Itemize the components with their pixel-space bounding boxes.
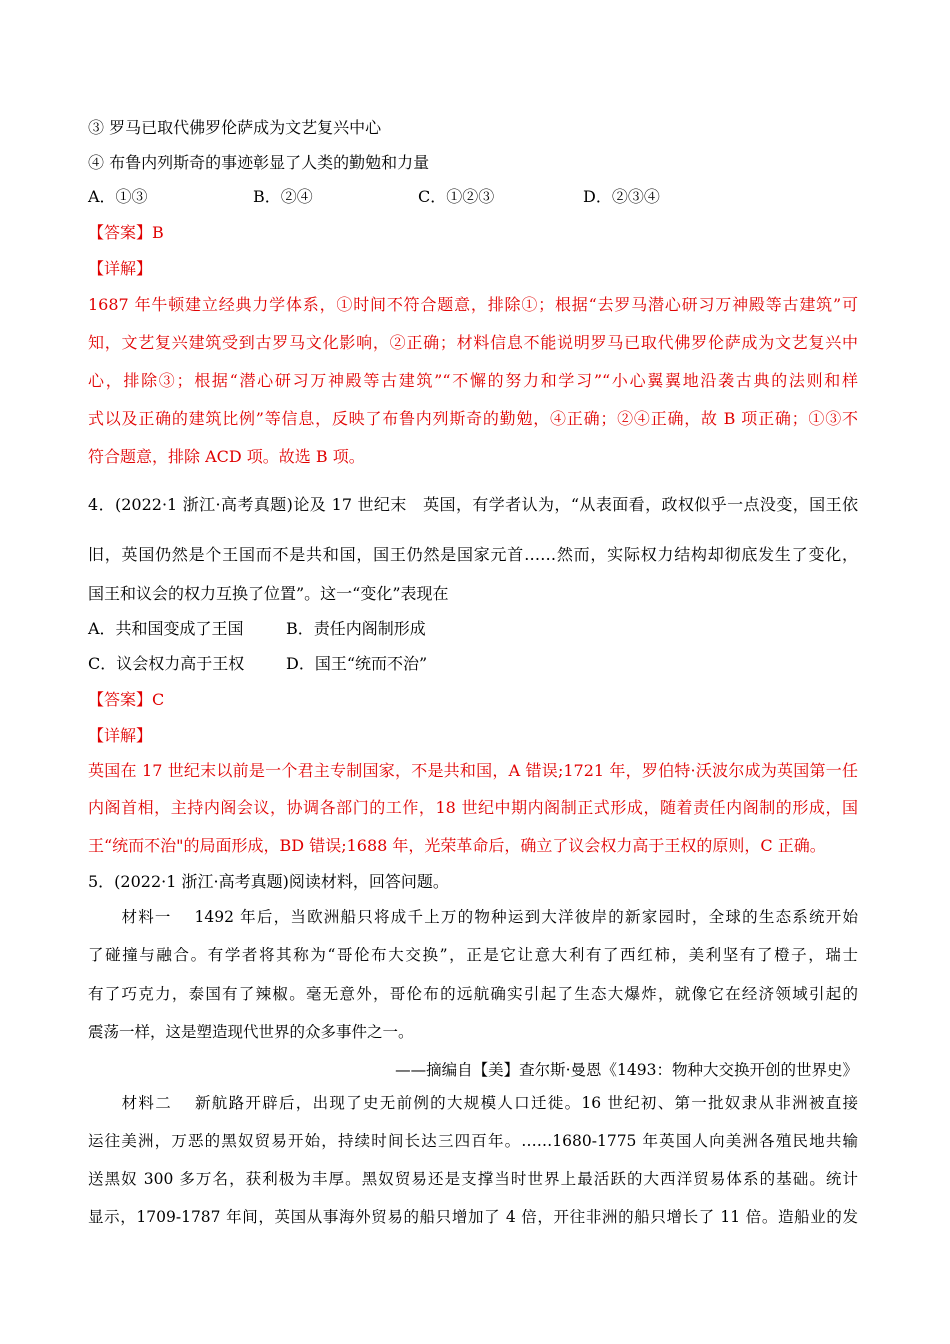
q5-material2-line: 显示，1709-1787 年间，英国从事海外贸易的船只增加了 4 倍，开往非洲的船只增长了 11 倍。造船业的发 — [88, 1208, 858, 1226]
q3-item-3: ③ 罗马已取代佛罗伦萨成为文艺复兴中心 — [88, 118, 382, 137]
q5-material2-line: 材料二 新航路开辟后，出现了史无前例的大规模人口迁徙。16 世纪初、第一批奴隶从非洲被直接 — [88, 1094, 858, 1112]
q3-explain-line: 符合题意，排除 ACD 项。故选 B 项。 — [88, 447, 365, 466]
q4-explain-line: 内阁首相，主持内阁会议，协调各部门的工作，18 世纪中期内阁制正式形成，随着责任内阁制的形成，国 — [88, 798, 858, 817]
q3-option-b: B．②④ — [253, 187, 313, 206]
q4-explain-line: 王“统而不治"的局面形成，BD 错误;1688 年，光荣革命后，确立了议会权力高于王权的原则，C 正确。 — [88, 836, 826, 855]
q4-stem-line: 旧，英国仍然是个王国而不是共和国，国王仍然是国家元首……然而，实际权力结构却彻底发生了变化， — [88, 545, 858, 564]
q5-material1-line: 震荡一样，这是塑造现代世界的众多事件之一。 — [88, 1023, 414, 1041]
q3-option-c: C．①②③ — [418, 187, 495, 206]
q4-stem-line: 国王和议会的权力互换了位置”。这一“变化”表现在 — [88, 584, 449, 603]
q3-explain-line: 知，文艺复兴建筑受到古罗马文化影响，②正确；材料信息不能说明罗马已取代佛罗伦萨成为文艺复兴中 — [88, 333, 858, 352]
q3-item-4: ④ 布鲁内列斯奇的事迹彰显了人类的勤勉和力量 — [88, 153, 430, 172]
q4-option-a: A．共和国变成了王国 — [88, 619, 244, 638]
q4-explain-line: 英国在 17 世纪末以前是一个君主专制国家，不是共和国，A 错误;1721 年，罗伯特·沃波尔成为英国第一任 — [88, 761, 858, 780]
q5-stem: 5．(2022·1 浙江·高考真题)阅读材料，回答问题。 — [88, 872, 449, 891]
q3-option-a: A．①③ — [88, 187, 148, 206]
q3-answer: 【答案】B — [88, 223, 164, 242]
q3-explain-line: 式以及正确的建筑比例”等信息，反映了布鲁内列斯奇的勤勉，④正确；②④正确，故 B 项正确；①③不 — [88, 409, 858, 428]
q4-explain-label: 【详解】 — [88, 726, 153, 745]
q5-material1-line: 了碰撞与融合。有学者将其称为“哥伦布大交换”，正是它让意大利有了西红柿，美利坚有了橙子，瑞士 — [88, 946, 858, 964]
q5-source1: ——摘编自【美】查尔斯·曼恩《1493：物种大交换开创的世界史》 — [395, 1061, 858, 1079]
q4-option-d: D．国王“统而不治” — [286, 654, 428, 673]
q5-material2-line: 送黑奴 300 多万名，获利极为丰厚。黑奴贸易还是支撑当时世界上最活跃的大西洋贸易体系的基础。统计 — [88, 1170, 858, 1188]
q5-material1-line: 材料一 1492 年后，当欧洲船只将成千上万的物种运到大洋彼岸的新家园时，全球的生态系统开始 — [88, 908, 858, 926]
q3-explain-line: 心，排除③；根据“潜心研习万神殿等古建筑”“不懈的努力和学习”“小心翼翼地沿袭古典的法则和样 — [88, 371, 858, 390]
q3-option-d: D．②③④ — [583, 187, 660, 206]
q3-explain-line: 1687 年牛顿建立经典力学体系，①时间不符合题意，排除①；根据“去罗马潜心研习万神殿等古建筑”可 — [88, 295, 858, 314]
q5-material2-line: 运往美洲，万恶的黑奴贸易开始，持续时间长达三四百年。……1680-1775 年英国人向美洲各殖民地共输 — [88, 1132, 858, 1150]
q4-stem-line: 4．(2022·1 浙江·高考真题)论及 17 世纪末 英国，有学者认为，“从表面看，政权似乎一点没变，国王依 — [88, 495, 858, 514]
q4-answer: 【答案】C — [88, 690, 165, 709]
q5-material1-line: 有了巧克力，泰国有了辣椒。毫无意外，哥伦布的远航确实引起了生态大爆炸，就像它在经济领域引起的 — [88, 985, 858, 1003]
q4-option-b: B．责任内阁制形成 — [286, 619, 426, 638]
q3-explain-label: 【详解】 — [88, 259, 153, 278]
q4-option-c: C．议会权力高于王权 — [88, 654, 245, 673]
